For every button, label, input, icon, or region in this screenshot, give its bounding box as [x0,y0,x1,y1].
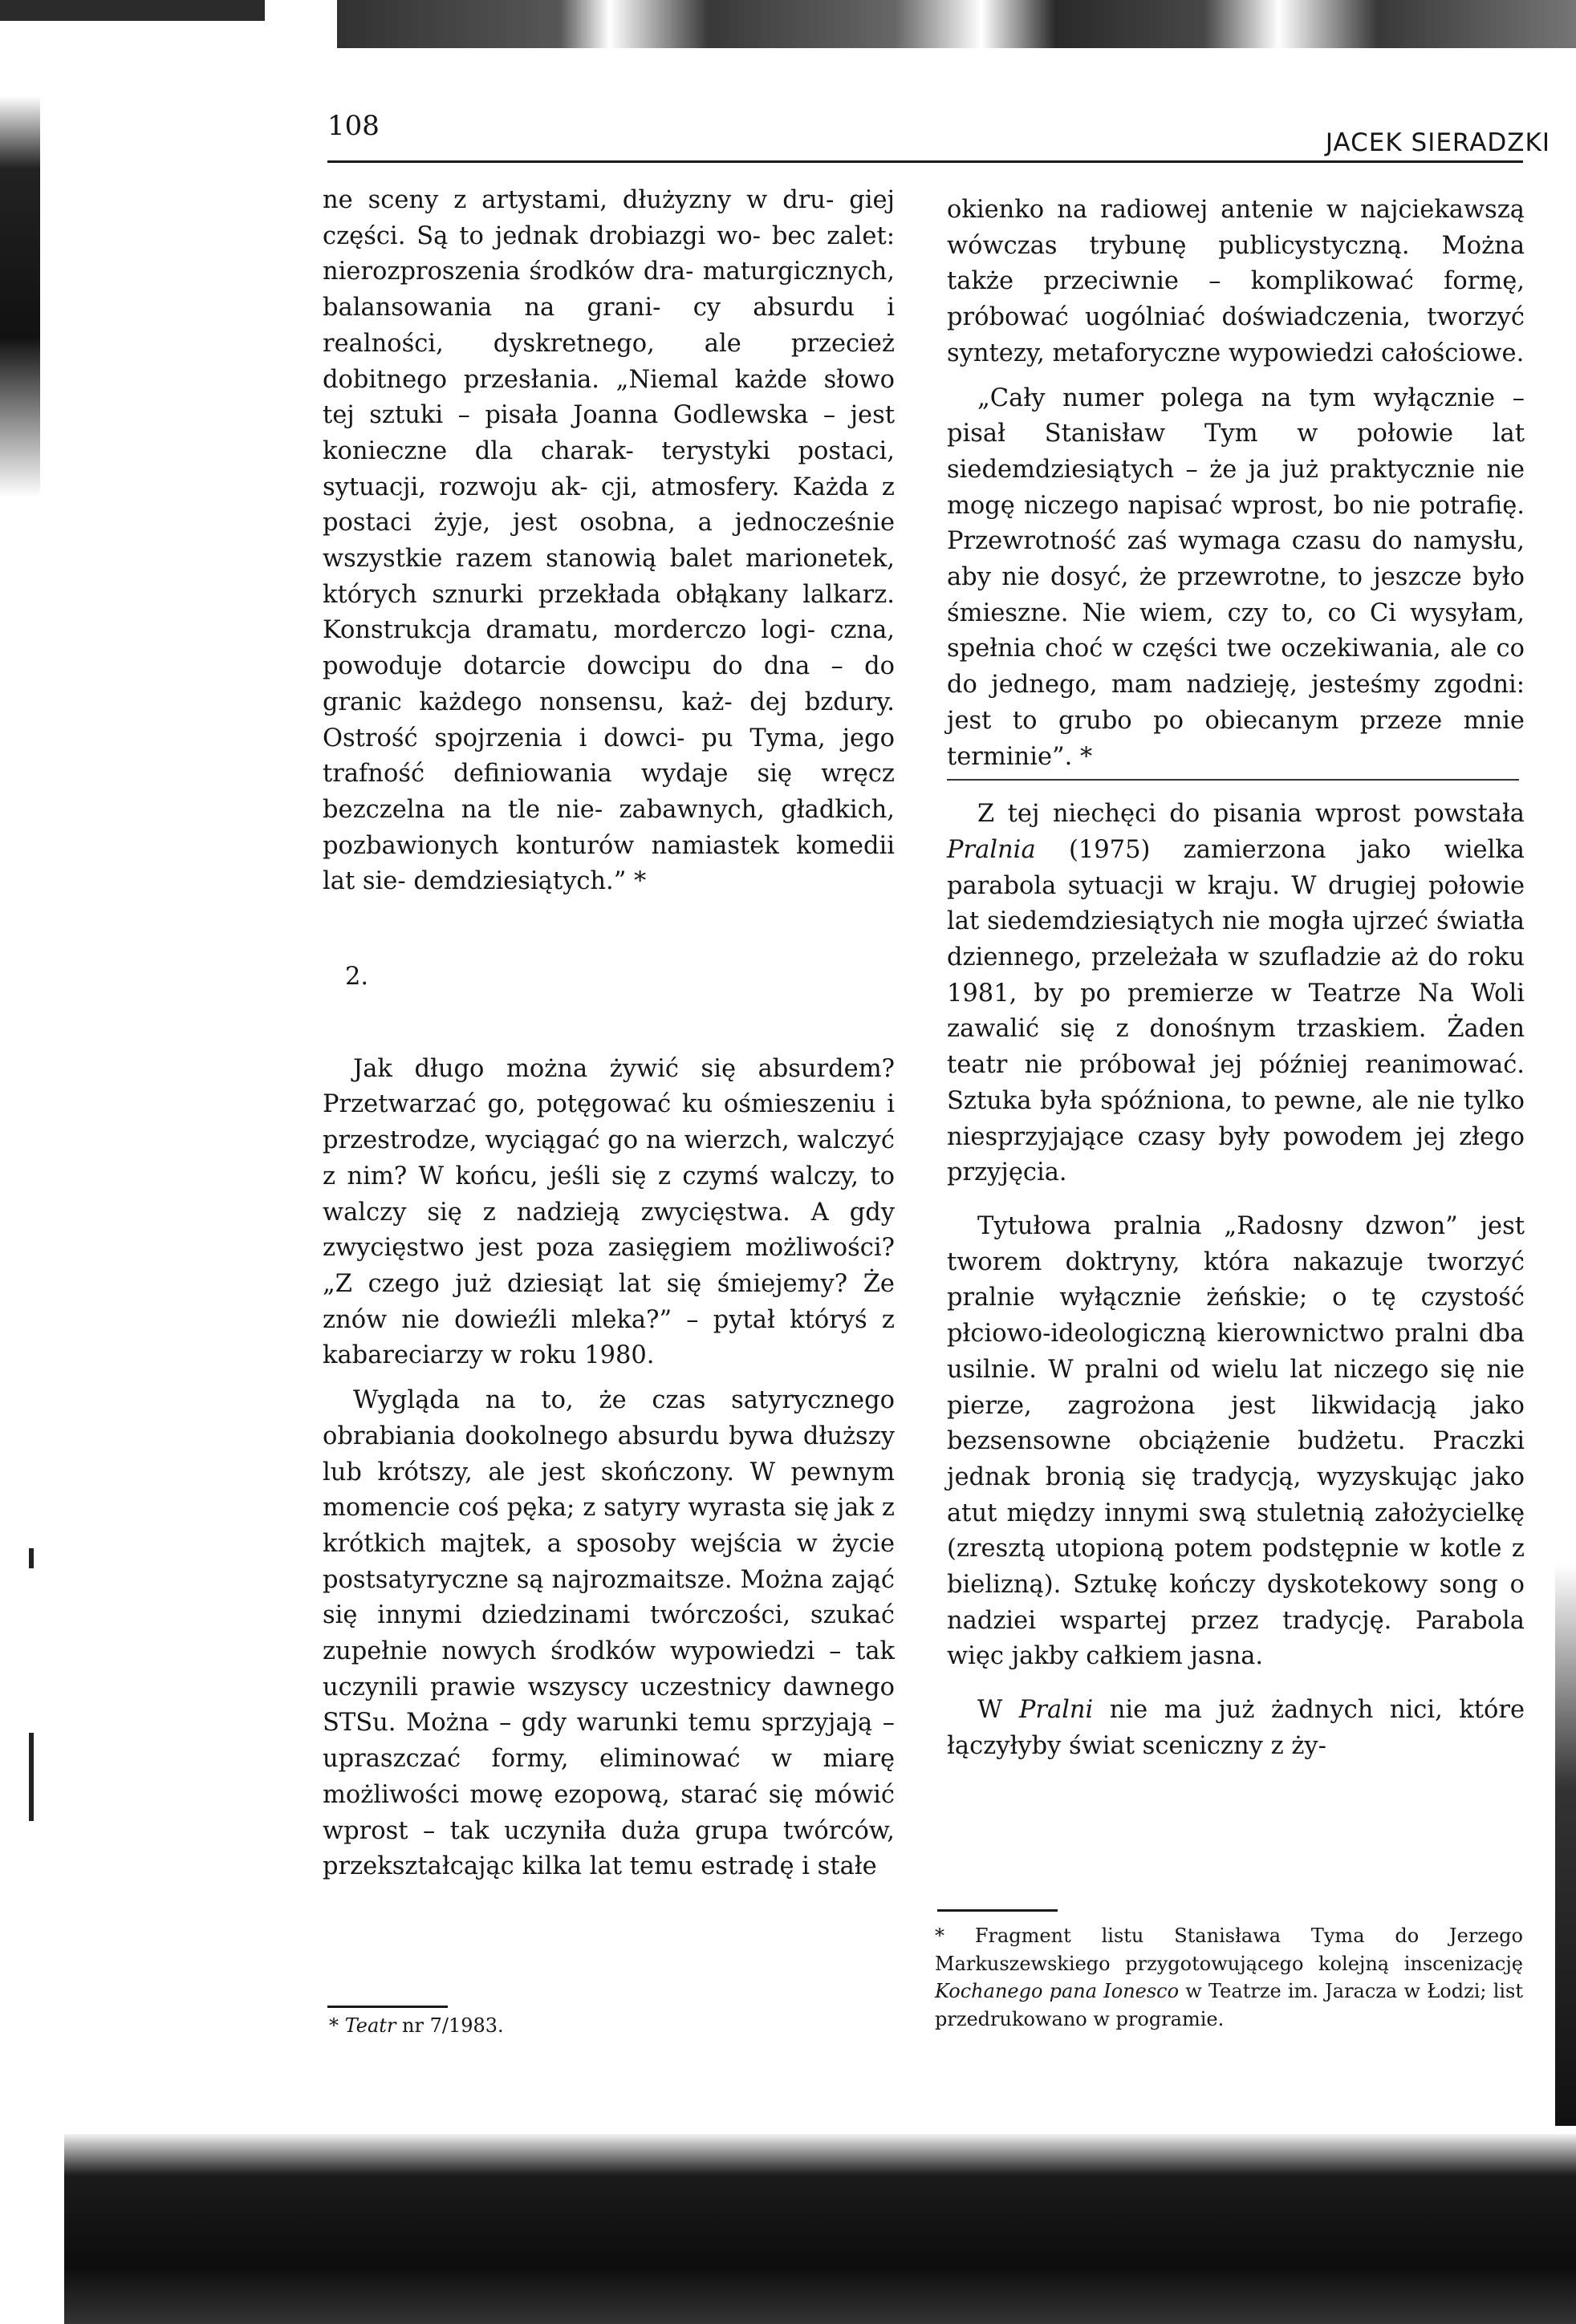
scan-mark [29,1733,34,1821]
work-title: Pralnia [947,835,1036,864]
scan-edge-top [337,0,1576,48]
work-title: Pralni [1018,1696,1094,1725]
paragraph [947,797,1525,1191]
text-line: każde słowo tej sztuki – pisała Joanna [323,365,895,430]
text-line: sznurki przekłada obłąkany lalkarz. [432,580,895,609]
paragraph [323,183,895,900]
text-line: ne sceny z artystami, dłużyzny w dru- [323,186,835,214]
footnote-marker: * [329,2014,339,2037]
text-line: dna – do granic każdego nonsensu, każ- [323,652,895,716]
text-line: dej bzdury. Ostrość spojrzenia i dowci- [323,687,895,752]
text-line: Godlewska – jest konieczne dla charak- [323,401,895,465]
section-number: 2. [345,963,369,992]
text-run: nie ma już żadnych nici, które łączyłyby świat sceniczny z ży- [947,1696,1525,1760]
footnote [935,1922,1523,2033]
quote-rule [947,779,1519,781]
right-column [947,193,1525,1765]
text-line: przecież dobitnego przesłania. „Niemal [323,329,896,394]
quote-paragraph: „Cały numer polega na tym wyłącznie – pisał Stanisław Tym w połowie lat siedemdziesiątych – że ja już praktycznie nie mogę niczego napisać wprost, bo nie potrafię. Przewrotność zaś wymaga czasu do namysłu, aby nie dosyć, że przewrotne, to jeszcze było śmieszne. Nie wiem, czy to, co Ci wysyłam, spełnia choć w części twe oczekiwania, ale co do jednego, mam nadzieję, jesteśmy zgodni: jest to grubo po obiecanym przeze mnie terminie”. * [947,383,1525,771]
footnote [329,2012,570,2040]
text-line: cy absurdu i realności, dyskretnego, ale [323,294,895,358]
footnote-rule [327,2006,448,2008]
text-line: osobna, a jednocześnie wszystkie razem [323,509,896,574]
text-line: zabawnych, gładkich, pozbawionych [323,795,895,860]
text-line: bec zalet: nierozproszenia środków dra- [323,221,895,286]
text-line: czna, powoduje dotarcie dowcipu do [323,616,895,681]
paragraph: Jak długo można żywić się absurdem? Przetwarzać go, potęgować ku ośmieszeniu i przestrodze, wyciągać go na wierzch, walczyć z nim? W końcu, jeśli się z czymś walczy, to walczy się z nadzieją zwycięstwa. A gdy zwycięstwo jest poza zasięgiem możliwości? „Z czego już dziesiąt lat się śmiejemy? Że znów nie dowieźli mleka?” – pytał któryś z kabareciarzy w roku 1980. [323,1054,895,1370]
text-line: pu Tyma, jego trafność definiowania [323,724,895,789]
text-line: demdziesiątych.” * [413,867,647,896]
header-rule [327,160,1523,163]
text-run: W [977,1696,1019,1725]
footnote-title: Kochanego pana Ionesco [935,1980,1180,2002]
text-line: wydaje się wręcz bezczelna na tle nie- [323,760,895,824]
text-line: cji, atmosfery. Każda z postaci żyje, jest [323,473,895,537]
text-line: stanowią balet marionetek, których [323,545,895,609]
footnote-text: * Fragment listu Stanisława Tyma do Jerzego Markuszewskiego przygotowującego kolejną inscenizację [935,1924,1523,1975]
page-number: 108 [327,110,380,142]
left-column [323,183,895,1885]
paragraph: okienko na radiowej antenie w najciekawszą wówczas trybunę publicystyczną. Można także przeciwnie – komplikować formę, próbować uogólniać doświadczenia, tworzyć syntezy, metaforyczne wypowiedzi całościowe. [947,196,1525,367]
scan-edge-right [1555,1564,1576,2126]
text-run: Z tej niechęci do pisania wprost powstała [977,800,1525,829]
text-line: konturów namiastek komedii lat sie- [323,831,895,896]
text-run: (1975) zamierzona jako wielka parabola sytuacji w kraju. W drugiej połowie lat siedemdziesiątych nie mogła ujrzeć światła dziennego, przeleżała w szufladzie aż do roku 1981, by po premierze w Teatrze Na Woli zawalić się z donośnym trzaskiem. Żaden teatr nie próbował jej później reanimować. Sztuka była spóźniona, to pewne, ale nie tylko niesprzyjające czasy były powodem jej złego przyjęcia. [947,835,1525,1187]
paragraph: Wygląda na to, że czas satyrycznego obrabiania dookolnego absurdu bywa dłuższy lub krótszy, ale jest skończony. W pewnym momencie coś pęka; z satyry wyrasta się jak z krótkich majtek, a sposoby wejścia w życie postsatyryczne są najrozmaitsze. Można zająć się innymi dziedzinami twórczości, szukać zupełnie nowych środków wypowiedzi – tak uczynili prawie wszyscy uczestnicy dawnego STSu. Można – gdy warunki temu sprzyjają – upraszczać formy, eliminować w miarę możliwości mowę ezopową, starać się mówić wprost – tak uczyniła duża grupa twórców, przekształcając kilka lat temu estradę i stałe [323,1386,895,1881]
footnote-title: Teatr [344,2014,396,2037]
footnote-text: nr 7/1983. [396,2014,504,2037]
text-line: giej części. Są to jednak drobiazgi wo- [323,186,896,250]
scan-mark [29,1548,34,1568]
paragraph [947,1693,1525,1764]
footnote-rule [937,1909,1058,1912]
scan-edge-top-left [0,0,265,21]
scan-edge-bottom [64,2134,1576,2324]
paragraph: Tytułowa pralnia „Radosny dzwon” jest tworem doktryny, która nakazuje tworzyć pralnie wyłącznie żeńskie; o tę czystość płciowo-ideologiczną kierownictwo pralni dba usilnie. W pralni od wielu lat niczego się nie pierze, zagrożona jest likwidacją jako bezsensowne obciążenie budżetu. Praczki jednak bronią się tradycją, wyzyskując jako atut między innymi swą stuletnią założycielkę (zresztą utopioną potem podstępnie w kotle z bielizną). Sztukę kończy dyskotekowy song o nadziei wspartej przez tradycję. Parabola więc jakby całkiem jasna. [947,1211,1525,1671]
footnote-text: w Teatrze im. Jaracza w Łodzi; list przedrukowano w programie. [935,1980,1524,2030]
running-head: JACEK SIERADZKI [1325,128,1550,157]
text-line: Konstrukcja dramatu, morderczo logi- [323,616,816,645]
text-line: terystyki postaci, sytuacji, rozwoju ak- [323,436,895,501]
text-line: maturgicznych, balansowania na grani- [323,258,895,322]
scan-edge-left [0,96,40,497]
